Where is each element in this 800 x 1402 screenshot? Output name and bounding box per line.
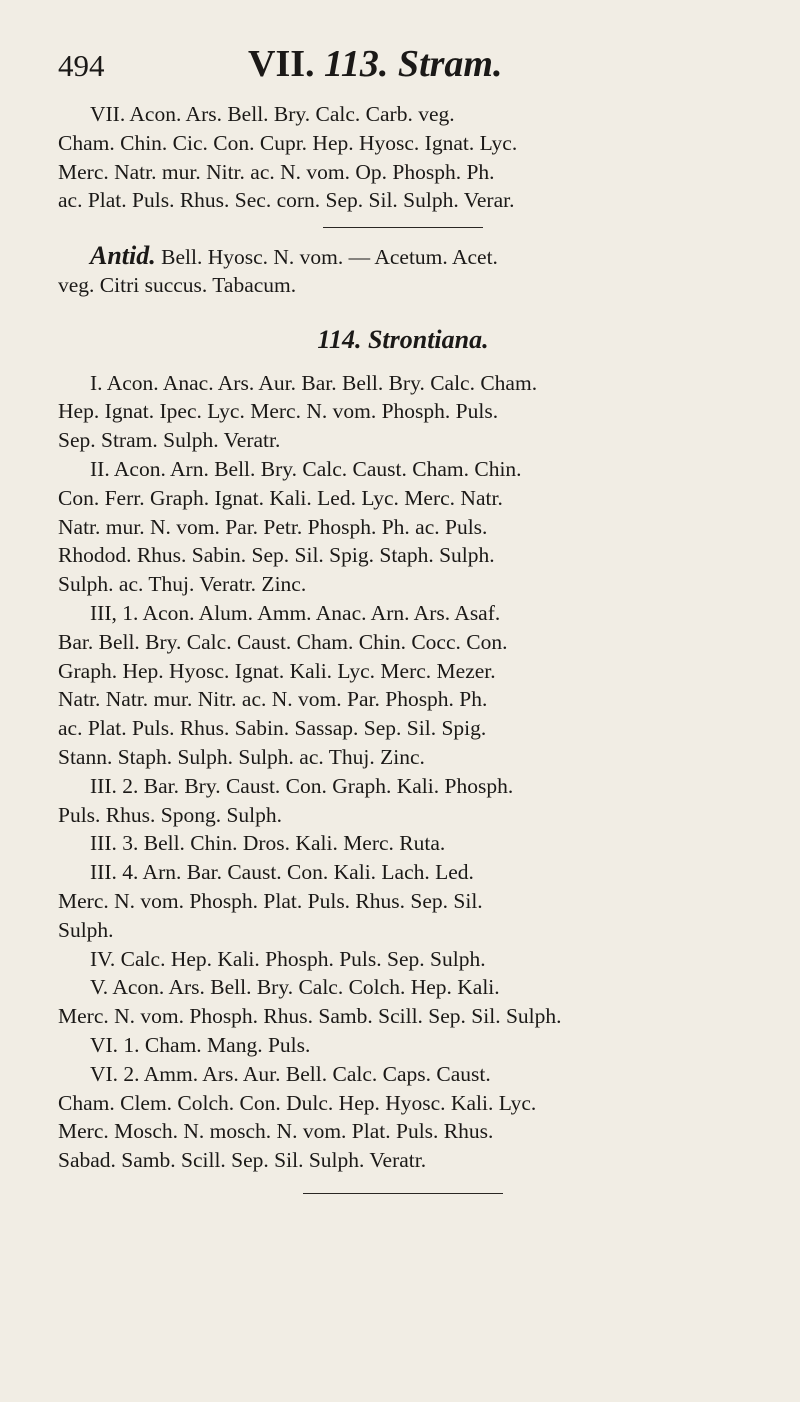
antidote-line [58, 242, 748, 271]
text-line: IV. Calc. Hep. Kali. Phosph. Puls. Sep. Sulph. [90, 946, 486, 971]
text-line: Sulph. [58, 917, 114, 942]
text-line: Sulph. ac. Thuj. Veratr. Zinc. [58, 572, 307, 597]
page-header [58, 42, 748, 90]
text-line: Natr. Natr. mur. Nitr. ac. N. vom. Par. Phosph. Ph. [58, 687, 488, 712]
running-title [248, 42, 502, 86]
title-roman: VII. [248, 43, 315, 85]
section-heading: 114. Strontiana. [317, 324, 489, 354]
title-rest: 113. Stram. [314, 43, 503, 85]
text-line: Rhodod. Rhus. Sabin. Sep. Sil. Spig. Staph. Sulph. [58, 543, 495, 568]
end-divider [303, 1193, 503, 1194]
text-body [58, 100, 748, 1194]
text-line: III. 3. Bell. Chin. Dros. Kali. Merc. Ruta. [90, 831, 446, 856]
text-line: III, 1. Acon. Alum. Amm. Anac. Arn. Ars. Asaf. [90, 600, 501, 625]
text-line: Cham. Clem. Colch. Con. Dulc. Hep. Hyosc. Kali. Lyc. [58, 1090, 537, 1115]
text-line: ac. Plat. Puls. Rhus. Sabin. Sassap. Sep. Sil. Spig. [58, 716, 487, 741]
text-line: Puls. Rhus. Spong. Sulph. [58, 802, 283, 827]
page-number: 494 [58, 48, 105, 83]
text-line: III. 2. Bar. Bry. Caust. Con. Graph. Kali. Phosph. [90, 773, 514, 798]
text-line: Merc. N. vom. Phosph. Plat. Puls. Rhus. Sep. Sil. [58, 888, 483, 913]
text-line: Natr. mur. N. vom. Par. Petr. Phosph. Ph. ac. Puls. [58, 514, 488, 539]
antidote-label: Antid. [90, 241, 156, 271]
text-line: Cham. Chin. Cic. Con. Cupr. Hep. Hyosc. Ignat. Lyc. [58, 130, 518, 155]
text-line: VI. 1. Cham. Mang. Puls. [90, 1032, 311, 1057]
text-line: Con. Ferr. Graph. Ignat. Kali. Led. Lyc. Merc. Natr. [58, 485, 503, 510]
text-line: VII. Acon. Ars. Bell. Bry. Calc. Carb. veg. [90, 102, 455, 126]
text-line: Merc. Mosch. N. mosch. N. vom. Plat. Puls. Rhus. [58, 1119, 494, 1144]
text-line: III. 4. Arn. Bar. Caust. Con. Kali. Lach. Led. [90, 860, 474, 885]
text-line: Sep. Stram. Sulph. Veratr. [58, 428, 281, 453]
antidote-text: Bell. Hyosc. N. vom. — Acetum. Acet. [155, 245, 498, 270]
text-line: Graph. Hep. Hyosc. Ignat. Kali. Lyc. Merc. Mezer. [58, 658, 496, 683]
text-line: Sabad. Samb. Scill. Sep. Sil. Sulph. Veratr. [58, 1148, 427, 1173]
text-line: Stann. Staph. Sulph. Sulph. ac. Thuj. Zinc. [58, 744, 425, 769]
text-line: Merc. N. vom. Phosph. Rhus. Samb. Scill. Sep. Sil. Sulph. [58, 1004, 562, 1029]
text-line: Bar. Bell. Bry. Calc. Caust. Cham. Chin. Cocc. Con. [58, 629, 508, 654]
divider [323, 227, 483, 228]
text-line: ac. Plat. Puls. Rhus. Sec. corn. Sep. Sil. Sulph. Verar. [58, 188, 515, 213]
text-line: Merc. Natr. mur. Nitr. ac. N. vom. Op. Phosph. Ph. [58, 159, 495, 184]
text-line: veg. Citri succus. Tabacum. [58, 272, 297, 297]
text-line: VI. 2. Amm. Ars. Aur. Bell. Calc. Caps. Caust. [90, 1061, 491, 1086]
text-line: Hep. Ignat. Ipec. Lyc. Merc. N. vom. Phosph. Puls. [58, 399, 499, 424]
text-line: II. Acon. Arn. Bell. Bry. Calc. Caust. Cham. Chin. [90, 456, 522, 481]
text-line: I. Acon. Anac. Ars. Aur. Bar. Bell. Bry. Calc. Cham. [90, 370, 538, 395]
text-line: V. Acon. Ars. Bell. Bry. Calc. Colch. Hep. Kali. [90, 975, 500, 1000]
